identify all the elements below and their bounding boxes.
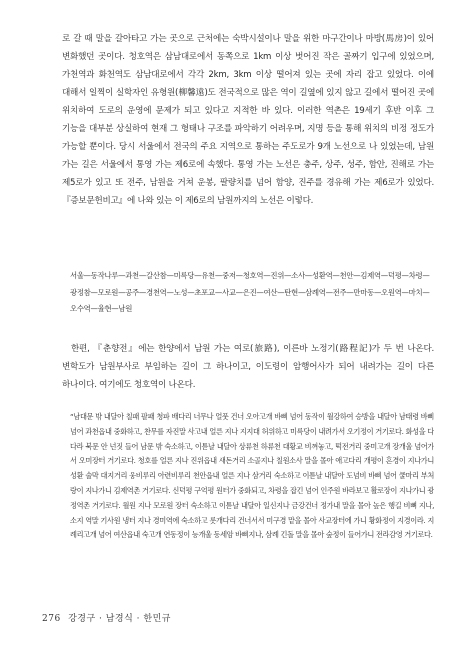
footer-authors: 강경구 · 남경식 · 한민규 [68,614,171,624]
page-content [62,30,434,653]
body-paragraph-2: 한편, 『춘향전』에는 한양에서 남원 가는 여로(旅路), 이른바 노정기(路程記)가 두 번 나온다. 변학도가 남원부사로 부임하는 길이 그 하나이고, 이도령이 암행어사가 되어 내려가는 길이 다른 하나이다. 여기에도 청호역이 나온다. [62,344,434,390]
page-footer [42,611,171,624]
page-number: 276 [42,614,61,624]
route-list: 서울—동작나루—과천—갈산참—미륵당—유천—중저—청호역—진위—소사—성환역—천안—김제역—덕평—차령—광정참—모로원—공주—경천역—노성—초포교—사교—은진—여산—탄현—삼례역—전주—만마동—오원역—마치—오수역—율현—남원 [70,271,430,313]
body-paragraph: 로 갈 때 말을 갈아타고 가는 곳으로 근처에는 숙박시설이나 말을 위한 마구간이나 마방(馬房)이 있어 변화했던 곳이다. 청호역은 삼남대로에서 동쪽으로 1km 이상 벗어진 작은 골짜기 입구에 있었으며, 가천역과 화천역도 삼남대로에서 각각 2km, 3km 이상 떨어져 있는 곳에 자리 잡고 있었다. 이에 대해서 일찍이 실학자인 유형원(柳馨遠)도 전국적으로 많은 역이 길옆에 있지 않고 길에서 떨어진 곳에 위치하여 도로의 운영에 문제가 되고 있다고 지적한 바 있다. 이러한 역촌은 19세기 후반 이후 그 기능을 대부분 상실하여 현재 그 형태나 구조를 파악하기 어려우며, 지명 등을 통해 위치의 비정 정도가 가능할 뿐이다. 당시 서울에서 전국의 주요 지역으로 통하는 주도로가 9개 노선으로 나 있었는데, 남원 가는 길은 서울에서 통영 가는 제6로에 속했다. 통영 가는 노선은 충주, 상주, 성주, 함안, 진해로 가는 제5로가 있고 또 전주, 남원을 거쳐 운봉, 팔량치를 넘어 함양, 진주를 경유해 가는 제6로가 있었다.『증보문헌비고』에 나와 있는 이 제6로의 남원까지의 노선은 이렇다. [62,34,434,206]
block-quote: “남대문 밖 내달아 칠패 팔패 청파 배다리 너무나 얼풋 건너 오아고개 바삐 넘어 동작이 월강하여 승방을 내달아 남태령 바삐 넘어 과천읍내 중화하고, 찬무를 자진말 사고내 얼른 지나 지지대 허위하고 미륵당이 내려가서 오기정이 거기로다. 화성을 다다라 북문 안 넌짓 들어 남문 밖 숙소하고, 이튿날 내달아 상류천 하류천 대황교 비껴놓고, 떡전거리 중미고개 장개울 넘어가서 오미장터 거기로다. 청호를 얼른 지나 진위읍내 새돈거리 소골지나 칠원소사 말을 몰아 애고다리 개평이 흔경이 지나가니 성환 술막 대지거리 웅비루리 아련비루리 천안읍내 얼른 지나 삼거리 숙소하고 이튿날 내달아 도넘비 바삐 넘어 쿨마리 부처랑이 지나가니 김제역촌 거기로다. 신덕평 구억평 원터가 중화되고, 차령을 잡긴 넘어 인주원 바라보고 활로장이 지나가니 광정역촌 거기로다. 월원 지나 모로원 장터 숙소하고 이튿날 내달아 일신지나 금강건너 정가내 말을 몰아 높은 행길 비뼈 지나, 소지 역말 기사원 냉터 지나 경미역에 숙소하고 롯개다리 건너서서 미구경 맡을 몰아 사교장터에 가니 황화정이 지경이라. 지례리고개 넘어 여산읍내 숙고개 연동정이 능개울 동세암 바삐지나, 삼례 긴돌 말을 몰아 숲정이 들어가니 전라감영 거기로다. [70,412,434,540]
